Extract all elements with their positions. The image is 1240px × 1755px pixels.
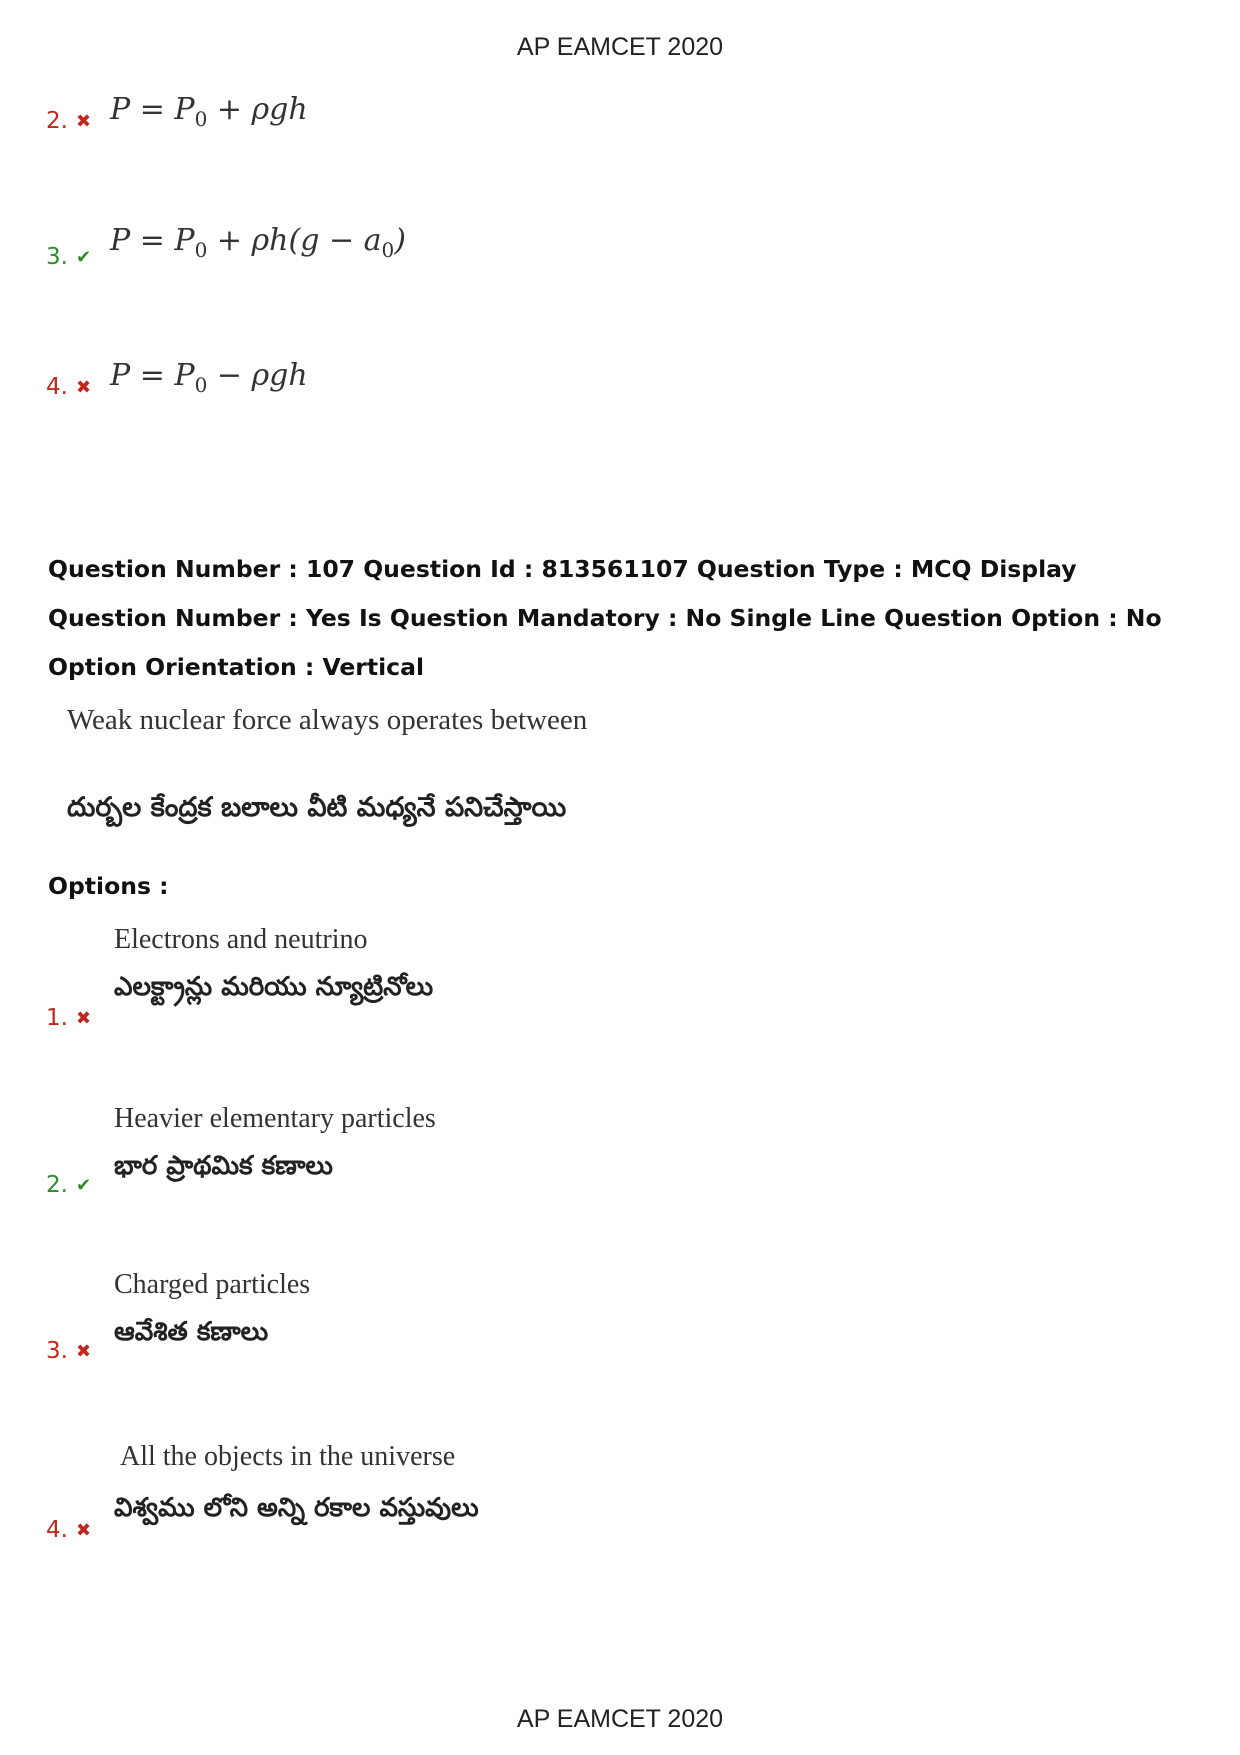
formula-rest: + ρh(g − a [207,223,382,258]
cross-icon: ✖ [75,1340,92,1362]
cross-icon: ✖ [75,110,92,132]
prev-option-number-label: 4. [46,374,68,400]
options-label: Options : [48,872,169,900]
prev-option-4-number [46,374,91,400]
option-number-label: 1. [46,1005,68,1031]
option-2-english: Heavier elementary particles [114,1103,436,1134]
option-3-number [46,1338,91,1364]
prev-option-3-number [46,244,91,270]
prev-option-number-label: 2. [46,108,68,134]
formula-subscript: 0 [194,238,208,262]
question-text-english: Weak nuclear force always operates between [67,704,588,736]
question-meta: Question Number : 107 Question Id : 813561107 Question Type : MCQ Display Question Number : Yes Is Question Mandatory : No Single Line Question Option : No Option Orientation : Vertical [48,555,1162,681]
check-icon: ✔ [75,1174,92,1196]
formula-subscript: 0 [194,373,208,397]
prev-option-number-label: 3. [46,244,68,270]
option-4-telugu: విశ్వము లోని అన్ని రకాల వస్తువులు [114,1493,479,1523]
formula-tail: ) [394,223,406,258]
question-text-telugu: దుర్బల కేంద్రక బలాలు వీటి మధ్యనే పనిచేస్తాయి [67,792,567,823]
option-number-label: 2. [46,1172,68,1198]
formula-rest: − ρgh [207,358,308,393]
option-number-label: 3. [46,1338,68,1364]
option-4-english: All the objects in the universe [120,1441,456,1472]
prev-option-4-formula: $P = P_0 - \rho gh$ [110,358,308,397]
formula-var: P [110,223,131,258]
option-3-telugu: ఆవేశిత కణాలు [114,1317,269,1347]
option-3-english: Charged particles [114,1269,311,1300]
formula-subscript: 0 [381,238,395,262]
cross-icon: ✖ [75,1519,92,1541]
option-number-label: 4. [46,1517,68,1543]
option-2-telugu: భార ప్రాథమిక కణాలు [114,1151,333,1181]
option-1-number [46,1005,91,1031]
page-footer: AP EAMCET 2020 [516,1705,724,1733]
formula-rest: + ρgh [207,92,308,127]
prev-option-2-formula: $P = P_0 + \rho gh$ [110,92,308,131]
option-2-number [46,1172,91,1198]
formula-var: P [110,92,131,127]
formula-var: P [110,358,131,393]
page-header: AP EAMCET 2020 [516,33,724,61]
check-icon: ✔ [75,246,92,268]
cross-icon: ✖ [75,1007,92,1029]
formula-subscript: 0 [194,107,208,131]
formula-var: P [174,92,195,127]
formula-var: P [174,223,195,258]
prev-option-2-number [46,108,91,134]
prev-option-3-formula: $P = P_0 + \rho h(g - a_0)$ [110,223,406,262]
option-1-english: Electrons and neutrino [114,924,368,955]
option-4-number [46,1517,91,1543]
option-1-telugu: ఎలక్ట్రాన్లు మరియు న్యూట్రినోలు [114,972,434,1002]
formula-var: P [174,358,195,393]
cross-icon: ✖ [75,376,92,398]
